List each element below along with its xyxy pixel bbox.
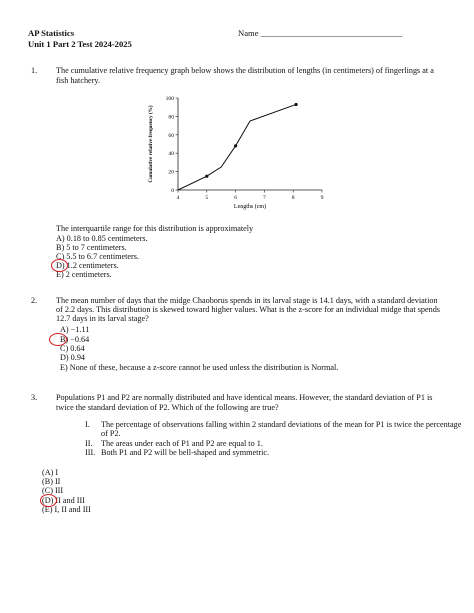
q2-text-line3: 12.7 days in its larval stage? — [56, 314, 149, 323]
q3-text-line1: Populations P1 and P2 are normally distributed and have identical means. However, the standard deviation of P1 is — [56, 393, 433, 402]
y-tick-label: 20 — [168, 169, 174, 176]
x-axis-label: Lengths (cm) — [233, 204, 267, 210]
answer-circle-q1 — [51, 259, 68, 272]
x-tick-label: 4 — [176, 195, 180, 201]
q1-text-line1: The cumulative relative frequency graph below shows the distribution of lengths (in centimeters) of fingerlings at a — [56, 66, 434, 75]
data-point — [205, 175, 208, 178]
data-point — [234, 144, 237, 147]
data-point — [294, 103, 297, 106]
q1-option-c: C) 5.5 to 6.7 centimeters. — [56, 252, 139, 261]
q3-option-d: (D) II and III — [42, 496, 85, 505]
q1-option-b: B) 5 to 7 centimeters. — [56, 243, 127, 252]
answer-circle-q3 — [40, 494, 57, 507]
q3-option-a: (A) I — [42, 468, 59, 477]
q3-statement-2-num: II. — [85, 439, 93, 448]
name-field-label: Name _________________________________ — [238, 28, 403, 38]
q1-option-d: D) 1.2 centimeters. — [56, 261, 119, 270]
q3-text-line2: twice the standard deviation of P2. Which of the following are true? — [56, 403, 279, 412]
cumulative-frequency-chart — [140, 90, 340, 215]
q2-option-d: D) 0.94 — [60, 353, 86, 362]
y-tick-label: 40 — [168, 151, 174, 158]
q3-statement-2-text: The areas under each of P1 and P2 are equal to 1. — [101, 439, 263, 448]
y-tick-label: 60 — [168, 132, 174, 139]
q1-option-e: E) 2 centimeters. — [56, 270, 112, 279]
x-tick-label: 7 — [263, 195, 266, 201]
q2-option-e: E) None of these, because a z-score cannot be used unless the distribution is Normal. — [60, 363, 339, 372]
y-tick-label: 100 — [165, 96, 174, 102]
q2-option-c: C) 0.64 — [60, 344, 85, 353]
unit-title: Unit 1 Part 2 Test 2024-2025 — [28, 39, 132, 49]
cumulative-frequency-line — [178, 104, 296, 190]
q1-number: 1. — [31, 66, 38, 75]
y-tick-label: 0 — [171, 188, 174, 194]
x-tick-label: 6 — [234, 195, 237, 201]
q1-prompt: The interquartile range for this distribution is approximately — [56, 224, 254, 233]
x-tick-label: 9 — [320, 195, 324, 201]
q2-option-b: B) −0.64 — [60, 335, 90, 344]
y-tick-label: 80 — [168, 114, 174, 121]
q3-statement-1-line1: The percentage of observations falling within 2 standard deviations of the mean for P1 is twice the percentage — [101, 420, 462, 429]
q3-statement-1-line2: of P2. — [101, 429, 121, 438]
x-tick-label: 5 — [205, 195, 209, 201]
q3-statement-3-num: III. — [85, 448, 96, 457]
q2-text-line1: The mean number of days that the midge Chaoborus spends in its larval stage is 14.1 days, with a standard deviation — [56, 296, 438, 305]
q2-number: 2. — [31, 296, 38, 305]
q3-option-b: (B) II — [42, 477, 61, 486]
x-tick-label: 8 — [291, 195, 295, 201]
q3-number: 3. — [31, 393, 38, 402]
answer-circle-q2 — [49, 333, 67, 346]
q2-option-a: A) −1.11 — [60, 325, 90, 334]
q3-option-e: (E) I, II and III — [42, 505, 91, 514]
q3-option-c: (C) III — [42, 486, 64, 495]
q1-text-line2: fish hatchery. — [56, 76, 101, 85]
chart-axes — [178, 98, 322, 190]
course-title: AP Statistics — [28, 28, 75, 38]
y-axis-label: Cumulative relative frequency (%) — [148, 105, 154, 183]
q2-text-line2: of 2.2 days. This distribution is skewed toward higher values. What is the z-score for an individual midge that spends — [56, 305, 440, 314]
q3-statement-3-text: Both P1 and P2 will be bell-shaped and symmetric. — [101, 448, 270, 457]
q3-statement-1-num: I. — [85, 420, 90, 429]
q1-option-a: A) 0.18 to 0.85 centimeters. — [56, 234, 148, 243]
